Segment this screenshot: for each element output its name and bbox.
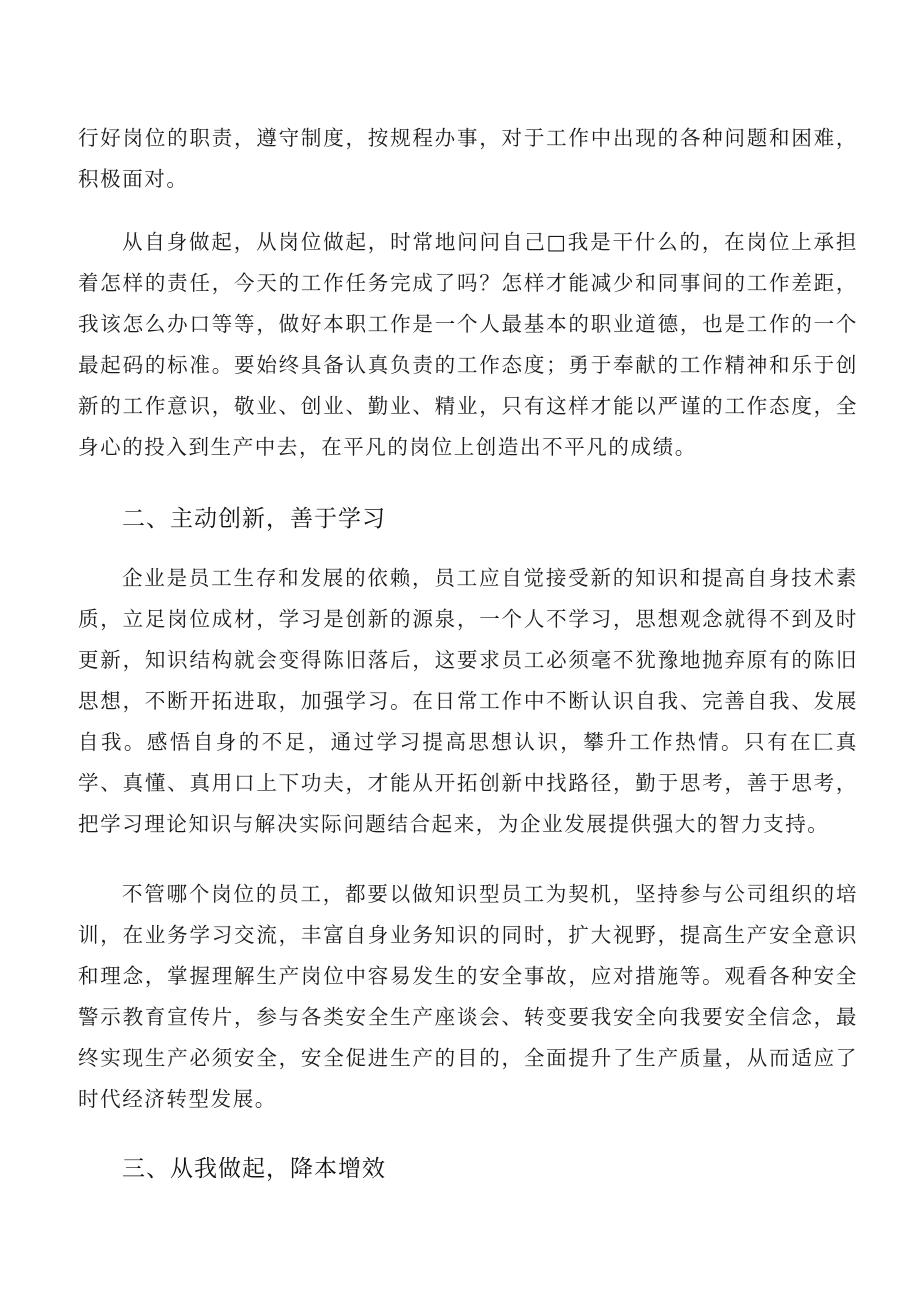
paragraph-start-from-self: 从自身做起，从岗位做起，时常地问问自己□我是干什么的，在岗位上承担着怎样的责任，今天的工作任务完成了吗？怎样才能减少和同事间的工作差距，我该怎么办口等等，做好本职工作是一个人最基本的职业道德，也是工作的一个最起码的标准。要始终具备认真负责的工作态度；勇于奉献的工作精神和乐于创新的工作意识，敬业、创业、勤业、精业，只有这样才能以严谨的工作态度，全身心的投入到生产中去，在平凡的岗位上创造出不平凡的成绩。 [78,230,858,459]
paragraph-learning: 企业是员工生存和发展的依赖，员工应自觉接受新的知识和提高自身技术素质，立足岗位成材，学习是创新的源泉，一个人不学习，思想观念就得不到及时更新，知识结构就会变得陈旧落后，这要求员工必须毫不犹豫地抛弃原有的陈旧思想，不断开拓进取，加强学习。在日常工作中不断认识自我、完善自我、发展自我。感悟自身的不足，通过学习提高思想认识，攀升工作热情。只有在匚真学、真懂、真用口上下功夫，才能从开拓创新中找路径，勤于思考，善于思考，把学习理论知识与解决实际问题结合起来，为企业发展提供强大的智力支持。 [78,566,858,836]
section-heading-cost-reduction: 三、从我做起，降本增效 [122,1156,386,1182]
paragraph-job-duties: 行好岗位的职责，遵守制度，按规程办事，对于工作中出现的各种问题和困难，积极面对。 [78,126,858,191]
paragraph-safety-training: 不管哪个岗位的员工，都要以做知识型员工为契机，坚持参与公司组织的培训，在业务学习交流，丰富自身业务知识的同时，扩大视野，提高生产安全意识和理念，掌握理解生产岗位中容易发生的安全事故，应对措施等。观看各种安全警示教育宣传片，参与各类安全生产座谈会、转变要我安全向我要安全信念，最终实现生产必须安全，安全促进生产的目的，全面提升了生产质量，从而适应了时代经济转型发展。 [78,882,858,1111]
section-heading-innovation: 二、主动创新，善于学习 [122,506,386,532]
